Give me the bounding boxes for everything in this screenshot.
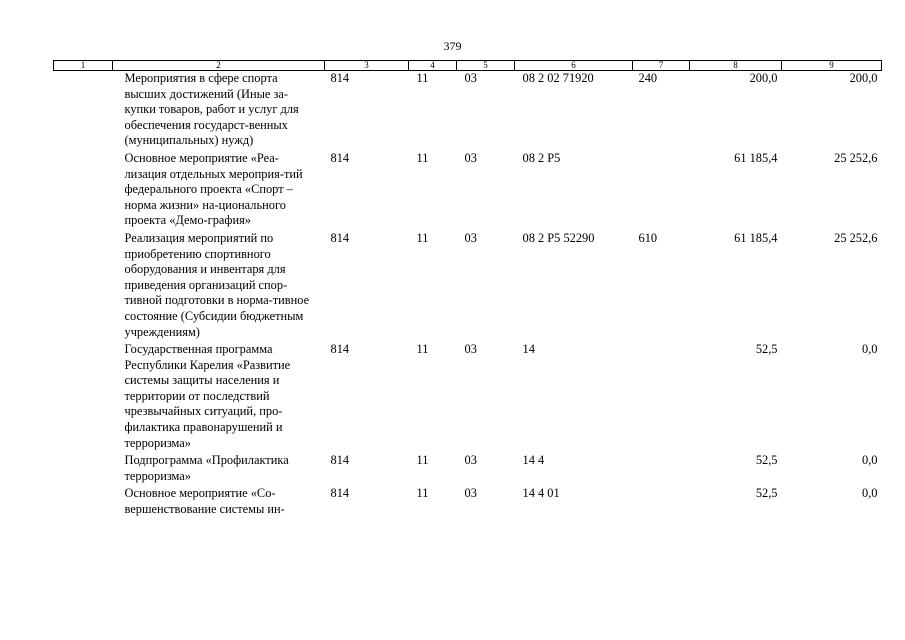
column-header-3: 3	[325, 61, 409, 71]
budget-table	[53, 60, 882, 520]
row-index-cell	[54, 342, 113, 453]
amount-col-9: 0,0	[862, 342, 878, 357]
table-body	[54, 71, 882, 520]
section-code: 11	[416, 453, 429, 468]
section-code: 11	[416, 71, 429, 85]
ministry-code: 814	[330, 150, 350, 165]
target-article-code: 08 2 02 71920	[522, 71, 594, 85]
expense-type-code: 240	[638, 71, 658, 85]
item-name: Подпрограмма «Профилактика терроризма»	[124, 453, 289, 483]
amount-col-8: 52,5	[755, 486, 778, 501]
amount-col-9: 0,0	[862, 453, 878, 468]
amount-col-9: 200,0	[849, 71, 878, 85]
column-header-5: 5	[457, 61, 515, 71]
target-article-code: 08 2 P5 52290	[522, 230, 595, 245]
target-article-code: 14	[522, 342, 535, 357]
subsection-code: 03	[464, 453, 477, 468]
amount-col-9: 0,0	[862, 486, 878, 501]
ministry-code: 814	[330, 453, 350, 468]
column-header-8: 8	[690, 61, 782, 71]
item-name: Мероприятия в сфере спорта высших достижений (Иные за-купки товаров, работ и услуг для обеспечения государст-венных (муниципальных) нужд)	[124, 71, 299, 148]
amount-col-8: 52,5	[755, 453, 778, 468]
amount-col-8: 61 185,4	[734, 150, 778, 165]
subsection-code: 03	[464, 71, 477, 85]
column-header-1: 1	[54, 61, 113, 71]
column-header-4: 4	[409, 61, 457, 71]
table-row	[54, 231, 882, 342]
amount-col-9: 25 252,6	[834, 230, 878, 245]
target-article-code: 08 2 P5	[522, 150, 561, 165]
amount-col-9: 25 252,6	[834, 150, 878, 165]
subsection-code: 03	[464, 342, 477, 357]
target-article-code: 14 4 01	[522, 486, 560, 501]
section-code: 11	[416, 342, 429, 357]
ministry-code: 814	[330, 71, 350, 85]
item-name: Основное мероприятие «Со-вершенствование системы ин-	[124, 486, 285, 517]
table-row	[54, 453, 882, 486]
section-code: 11	[416, 230, 429, 245]
table-row	[54, 151, 882, 231]
column-header-6: 6	[515, 61, 633, 71]
column-header-2: 2	[113, 61, 325, 71]
expense-type-code	[633, 453, 690, 486]
target-article-code: 14 4	[522, 453, 545, 468]
amount-col-8: 61 185,4	[734, 230, 778, 245]
item-name: Реализация мероприятий по приобретению спортивного оборудования и инвентаря для приведения организаций спор-тивной подготовки в норма-тивное состояние (Субсидии бюджетным учреждениям)	[124, 230, 310, 339]
row-index-cell	[54, 71, 113, 151]
table-header	[54, 61, 882, 71]
column-number-row	[54, 61, 882, 71]
subsection-code: 03	[464, 486, 477, 501]
table-row	[54, 71, 882, 151]
page-number: 379	[443, 39, 462, 53]
expense-type-code	[633, 486, 690, 519]
amount-col-8: 52,5	[755, 342, 778, 357]
subsection-code: 03	[464, 150, 477, 165]
ministry-code: 814	[330, 486, 350, 501]
ministry-code: 814	[330, 230, 350, 245]
item-name: Государственная программа Республики Карелия «Развитие системы защиты населения и территории от последствий чрезвычайных ситуаций, про-филактика правонарушений и терроризма»	[124, 342, 291, 450]
row-index-cell	[54, 486, 113, 519]
table-row	[54, 342, 882, 453]
subsection-code: 03	[464, 230, 477, 245]
amount-col-8: 200,0	[749, 71, 778, 85]
section-code: 11	[416, 150, 429, 165]
row-index-cell	[54, 151, 113, 231]
column-header-7: 7	[633, 61, 690, 71]
expense-type-code	[633, 151, 690, 231]
expense-type-code	[633, 342, 690, 453]
row-index-cell	[54, 231, 113, 342]
section-code: 11	[416, 486, 429, 501]
expense-type-code: 610	[638, 230, 658, 245]
ministry-code: 814	[330, 342, 350, 357]
row-index-cell	[54, 453, 113, 486]
column-header-9: 9	[782, 61, 882, 71]
item-name: Основное мероприятие «Реа-лизация отдельных мероприя-тий федерального проекта «Спорт – норма жизни» на-ционального проекта «Демо-графия»	[124, 150, 303, 228]
table-row	[54, 486, 882, 519]
